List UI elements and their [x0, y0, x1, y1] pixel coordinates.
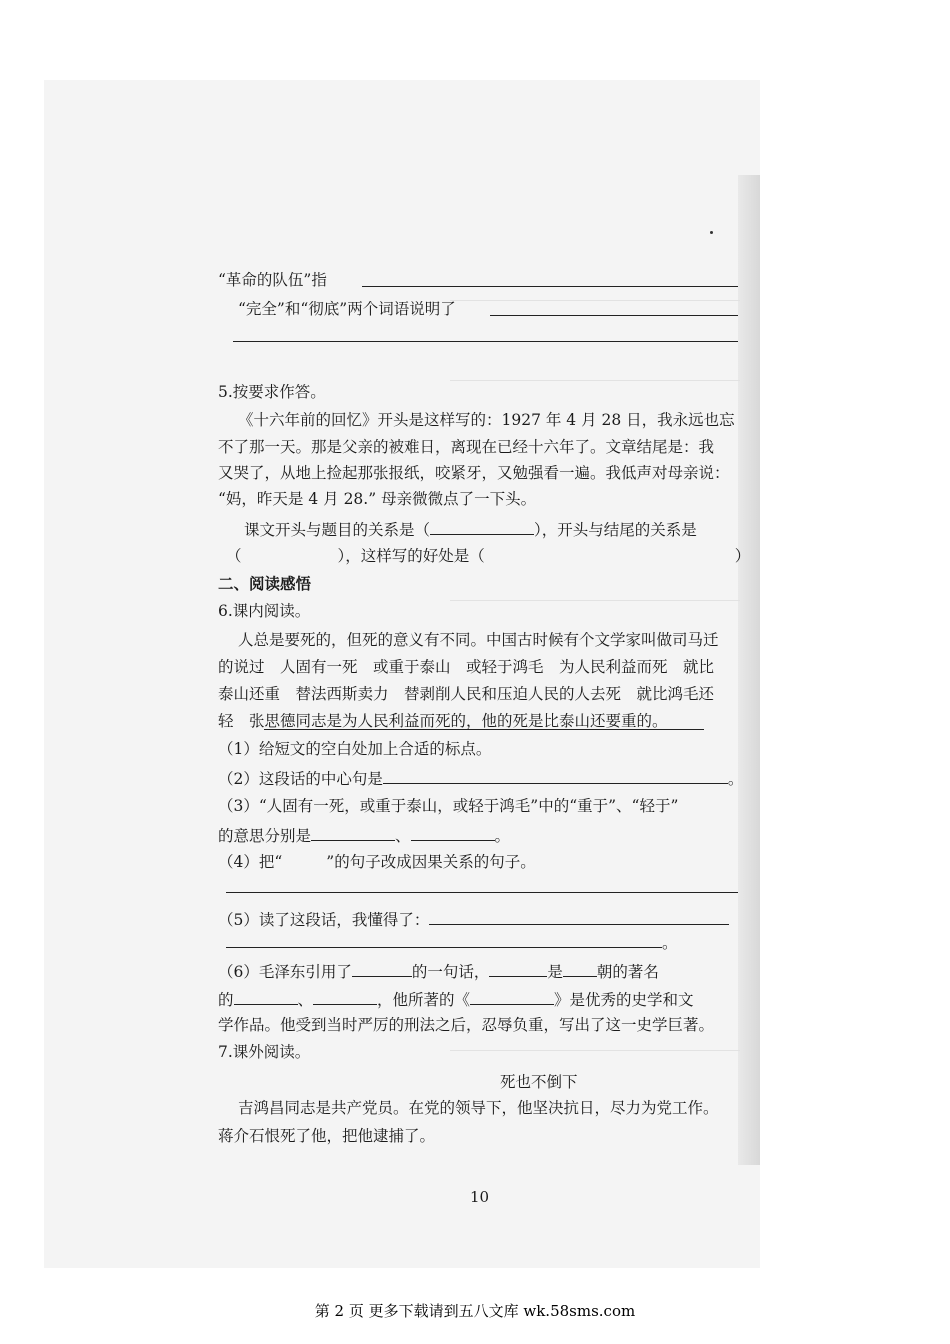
bleed-through-line: [450, 300, 740, 301]
q6-sub-text: 的一句话，: [411, 963, 490, 981]
q5-para-line: [218, 463, 730, 483]
q4-line2: [238, 299, 456, 319]
q6-sub-text: ”的句子改成因果关系的句子。: [326, 853, 536, 871]
q5-heading: [218, 382, 326, 402]
page-number: [470, 1188, 489, 1206]
page-number-text: 10: [470, 1188, 490, 1206]
q7-heading-text: 7.课外阅读。: [218, 1043, 311, 1061]
bleed-through-line: [450, 600, 740, 601]
q6-sub6-cont2: [218, 1015, 714, 1035]
answer-blank[interactable]: [352, 960, 412, 977]
q6-sub-text: （2）这段话的中心句是: [218, 770, 383, 788]
q6-para-text: 轻 张思德同志是为人民利益而死的，他的死是比泰山还要重的。: [218, 712, 668, 730]
download-footer: [0, 1300, 950, 1321]
bleed-through-line: [450, 380, 740, 381]
answer-blank[interactable]: [362, 286, 738, 287]
q5-para-text: 《十六年前的回忆》开头是这样写的：1927 年 4 月 28 日，我永远也忘: [238, 411, 735, 429]
q5-answer-line1: [244, 518, 697, 540]
bleed-through-line: [450, 1050, 740, 1051]
q5-heading-text: 5.按要求作答。: [218, 383, 326, 401]
q6-sub5-cont: [226, 931, 678, 953]
answer-blank[interactable]: [563, 960, 597, 977]
answer-blank[interactable]: [383, 767, 728, 784]
q5-para-text: 不了那一天。那是父亲的被难日，离现在已经十六年了。文章结尾是：我: [218, 438, 715, 456]
q6-para-text: 人总是要死的，但死的意义有不同。中国古时候有个文学家叫做司马迁: [238, 631, 719, 649]
q7-heading: [218, 1042, 310, 1062]
q6-sub6-cont: [218, 988, 694, 1010]
q7-para-text: 吉鸿昌同志是共产党员。在党的领导下，他坚决抗日，尽力为党工作。: [238, 1099, 719, 1117]
q6-sub-text: ，他所著的《: [377, 991, 471, 1009]
q6-sub-text: 。: [494, 827, 511, 845]
q6-para-text: 泰山还重 替法西斯卖力 替剥削人民和压迫人民的人去死 就比鸿毛还: [218, 685, 715, 703]
q5-para-line: [238, 410, 735, 430]
q5-answer-label: ），这样写的好处是（: [337, 547, 485, 565]
answer-blank[interactable]: [470, 988, 554, 1005]
q6-sub3: [218, 796, 678, 816]
q6-para-line: [218, 684, 714, 704]
q6-para-line: [238, 630, 719, 650]
q6-sub-text: 学作品。他受到当时严厉的刑法之后，忍辱负重，写出了这一史学巨著。: [218, 1016, 715, 1034]
q6-sub-text: 、: [297, 991, 314, 1009]
q4-line1-text: “革命的队伍”指: [218, 271, 327, 289]
q6-sub-text: （1）给短文的空白处加上合适的标点。: [218, 740, 492, 758]
q6-heading-text: 6.课内阅读。: [218, 602, 311, 620]
q6-sub-text: （4）把“: [218, 853, 283, 871]
answer-blank[interactable]: [226, 892, 738, 893]
q6-sub4: [218, 852, 536, 872]
q6-sub-text: 。: [727, 770, 744, 788]
footer-text: 第 2 页 更多下载请到五八文库 wk.58sms.com: [314, 1302, 636, 1320]
q6-sub-text: 》是优秀的史学和文: [554, 991, 694, 1009]
passage-title: [500, 1070, 578, 1092]
q6-sub-text: 、: [395, 827, 411, 845]
q5-para-line: [218, 437, 714, 457]
q6-sub6: [218, 960, 659, 982]
q6-para-text: 的说过 人固有一死 或重于泰山 或轻于鸿毛 为人民利益而死 就比: [218, 658, 715, 676]
answer-blank[interactable]: [430, 518, 534, 535]
q6-sub-text: 朝的著名: [596, 963, 659, 981]
q6-sub-text: 的: [218, 991, 234, 1009]
answer-blank[interactable]: [233, 341, 738, 342]
answer-blank[interactable]: [313, 988, 377, 1005]
answer-blank[interactable]: [234, 988, 298, 1005]
q6-heading: [218, 601, 310, 621]
q6-sub-text: 。: [662, 934, 678, 952]
scan-shadow-edge: [738, 175, 760, 1165]
q5-para-line: [218, 489, 536, 509]
scan-speck: [710, 231, 713, 234]
q6-sub1: [218, 739, 491, 759]
q6-sub5: [218, 908, 729, 930]
q6-para-line: [218, 711, 668, 731]
q5-para-text: “妈，昨天是 4 月 28.” 母亲微微点了一下头。: [218, 490, 537, 508]
q6-sub-text: 的意思分别是: [218, 827, 312, 845]
answer-blank[interactable]: [489, 960, 547, 977]
q7-para-line: [218, 1126, 435, 1146]
underline-sentence: [264, 729, 704, 730]
q7-para-text: 蒋介石恨死了他，把他逮捕了。: [218, 1127, 436, 1145]
answer-blank[interactable]: [429, 908, 729, 925]
q5-answer-label: ）: [734, 547, 751, 565]
q6-sub-text: 是: [547, 963, 563, 981]
answer-blank[interactable]: [490, 315, 738, 316]
q5-answer-label: 课文开头与题目的关系是（: [244, 521, 431, 539]
answer-blank[interactable]: [226, 931, 662, 948]
q6-sub-text: （6）毛泽东引用了: [218, 963, 352, 981]
q5-answer-line2: [226, 546, 750, 566]
q5-answer-label: ），开头与结尾的关系是: [534, 521, 697, 539]
passage-title-text: 死也不倒下: [500, 1073, 578, 1091]
q6-sub-text: （3）“人固有一死，或重于泰山，或轻于鸿毛”中的“重于”、“轻于”: [218, 797, 679, 815]
q5-answer-label: （: [226, 547, 242, 565]
q4-line2-text: “完全”和“彻底”两个词语说明了: [238, 300, 456, 318]
q6-sub2: [218, 767, 743, 789]
section-heading: [218, 574, 311, 594]
section-heading-text: 二、阅读感悟: [218, 574, 312, 593]
q4-line1: [218, 270, 327, 290]
answer-blank[interactable]: [311, 824, 395, 841]
q6-sub-text: （5）读了这段话，我懂得了：: [218, 911, 430, 929]
q6-sub3-answer: [218, 824, 510, 846]
answer-blank[interactable]: [411, 824, 495, 841]
q7-para-line: [238, 1098, 719, 1118]
q6-para-line: [218, 657, 714, 677]
q5-para-text: 又哭了，从地上捡起那张报纸，咬紧牙，又勉强看一遍。我低声对母亲说：: [218, 464, 730, 482]
